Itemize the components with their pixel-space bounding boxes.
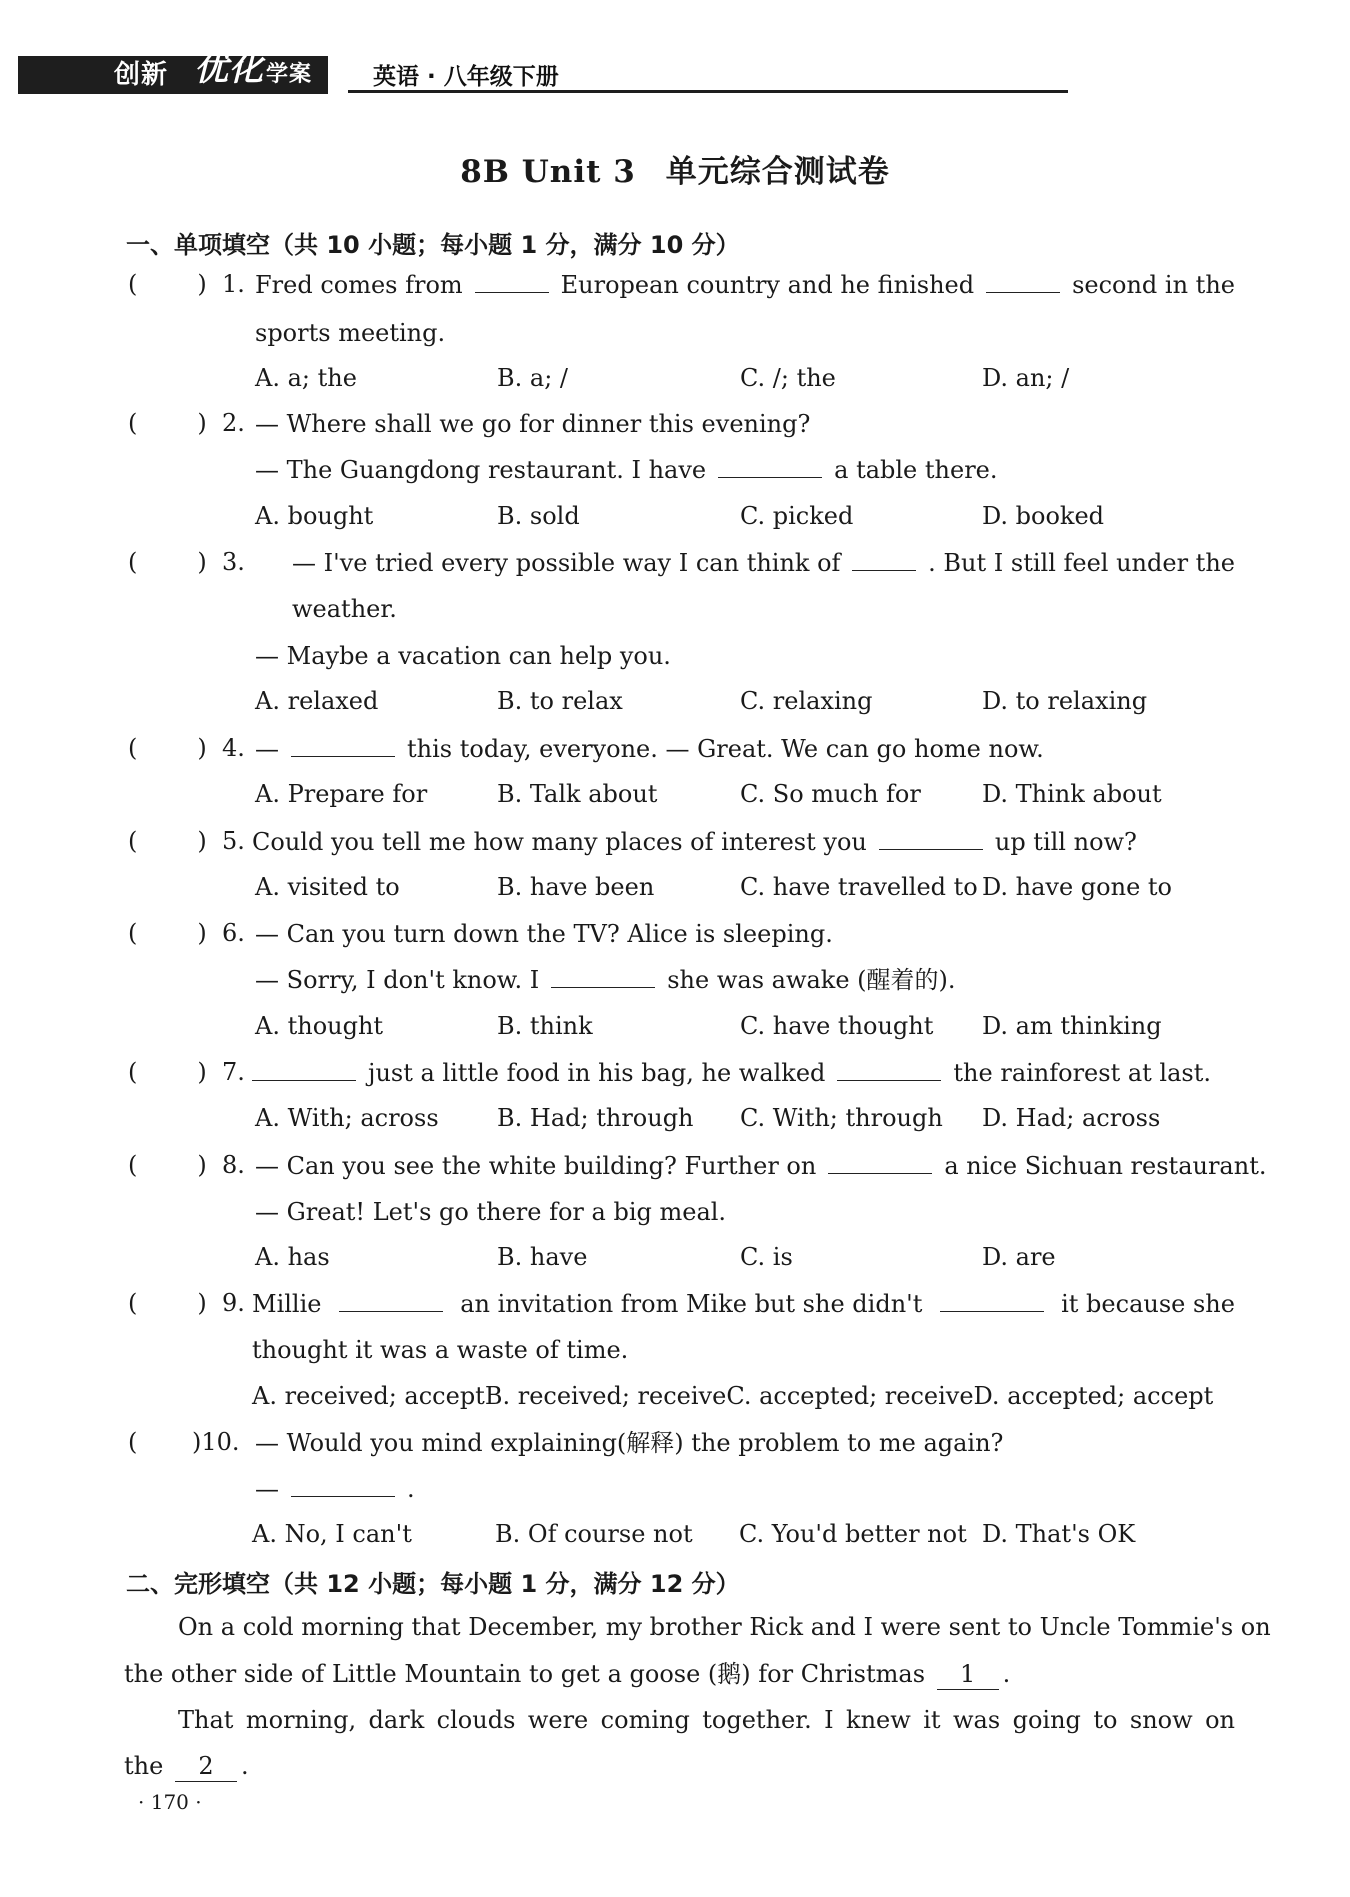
answer-paren: ( ) [128, 270, 207, 298]
question-9-line: Millie an invitation from Mike but she didn't it because she [252, 1290, 1235, 1318]
question-6-line: — Sorry, I don't know. I she was awake (醒着的). [255, 966, 956, 994]
answer-paren: ( ) [128, 734, 207, 762]
answer-paren: ( ) [128, 1151, 207, 1179]
option-c: C. So much for [740, 780, 921, 808]
passage-line: the other side of Little Mountain to get a goose (鹅) for Christmas 1 . [124, 1660, 1011, 1688]
page-number: · 170 · [138, 1790, 202, 1814]
option-d: D. to relaxing [982, 687, 1148, 715]
brand-logo [18, 49, 328, 94]
question-number: 7. [222, 1058, 245, 1086]
question-number: 8. [222, 1151, 245, 1179]
option-d: D. That's OK [982, 1520, 1136, 1548]
option-d: D. accepted; accept [973, 1382, 1214, 1410]
brand-left: 创新 [114, 60, 169, 90]
question-number: 4. [222, 734, 245, 762]
question-10-line: — . [255, 1475, 415, 1503]
option-a: A. thought [255, 1012, 384, 1040]
passage-line: That morning, dark clouds were coming together. I knew it was going to snow on [178, 1706, 1235, 1734]
question-3-line: — Maybe a vacation can help you. [255, 642, 671, 670]
option-a: A. bought [255, 502, 374, 530]
question-number: 1. [222, 270, 245, 298]
unit-label: 8B Unit 3 [460, 154, 636, 190]
option-b: B. a; / [497, 364, 569, 392]
section-1-title: 一、单项填空（共 10 小题；每小题 1 分，满分 10 分） [126, 231, 740, 259]
option-a: A. visited to [255, 873, 400, 901]
section-2-title: 二、完形填空（共 12 小题；每小题 1 分，满分 12 分） [126, 1570, 740, 1598]
option-b: B. Of course not [495, 1520, 693, 1548]
option-b: B. Talk about [497, 780, 658, 808]
option-d: D. Had; across [982, 1104, 1161, 1132]
cloze-blank: 1 [937, 1659, 999, 1690]
answer-paren: ( ) [128, 1058, 207, 1086]
passage-line: the 2 . [124, 1752, 249, 1780]
option-d: D. booked [982, 502, 1105, 530]
option-c: C. picked [740, 502, 854, 530]
answer-blank [852, 548, 916, 571]
question-2-line: — Where shall we go for dinner this evening? [255, 410, 811, 438]
option-d: D. an; / [982, 364, 1070, 392]
answer-blank [339, 1289, 443, 1312]
answer-blank [828, 1151, 932, 1174]
option-b: B. sold [497, 502, 580, 530]
brand-right: 学案 [266, 62, 313, 87]
question-number: 6. [222, 919, 245, 947]
question-6-line: — Can you turn down the TV? Alice is sleeping. [255, 920, 833, 948]
option-b: B. have [497, 1243, 588, 1271]
option-d: D. have gone to [982, 873, 1172, 901]
answer-paren: ( ) [128, 548, 207, 576]
question-9-cont: thought it was a waste of time. [252, 1336, 629, 1364]
cloze-blank: 2 [175, 1751, 237, 1782]
option-c: C. relaxing [740, 687, 873, 715]
subject-label: 英语 · 八年级下册 [373, 64, 559, 90]
answer-paren: ( ) [128, 409, 207, 437]
question-number: 3. [222, 548, 245, 576]
brand-mid: 优化 [194, 49, 264, 89]
question-3-cont: weather. [292, 595, 397, 623]
question-number: )10. [192, 1428, 240, 1456]
option-a: A. a; the [255, 364, 357, 392]
answer-paren: ( [128, 1428, 138, 1456]
option-c: C. You'd better not [739, 1520, 967, 1548]
option-a: A. received; accept [252, 1382, 485, 1410]
question-number: 2. [222, 409, 245, 437]
test-name: 单元综合测试卷 [665, 154, 890, 190]
answer-paren: ( ) [128, 1289, 207, 1317]
answer-blank [879, 827, 983, 850]
option-c: C. have travelled to [740, 873, 978, 901]
option-c: C. /; the [740, 364, 836, 392]
question-number: 9. [222, 1289, 245, 1317]
option-a: A. Prepare for [255, 780, 428, 808]
answer-blank [551, 965, 655, 988]
answer-blank [291, 1474, 395, 1497]
option-c: C. accepted; receive [726, 1382, 974, 1410]
option-c: C. have thought [740, 1012, 934, 1040]
option-a: A. With; across [255, 1104, 439, 1132]
option-a: A. No, I can't [252, 1520, 412, 1548]
option-d: D. am thinking [982, 1012, 1162, 1040]
question-3-line: — I've tried every possible way I can think of . But I still feel under the [292, 549, 1235, 577]
option-c: C. is [740, 1243, 793, 1271]
question-1-cont: sports meeting. [255, 319, 446, 347]
question-10-line: — Would you mind explaining(解释) the problem to me again? [255, 1429, 1004, 1457]
option-d: D. Think about [982, 780, 1162, 808]
answer-blank [252, 1058, 356, 1081]
option-b: B. to relax [497, 687, 623, 715]
answer-blank [940, 1289, 1044, 1312]
answer-blank [837, 1058, 941, 1081]
option-b: B. think [497, 1012, 593, 1040]
question-number: 5. [222, 827, 245, 855]
question-1-line: Fred comes from European country and he finished second in the [255, 271, 1235, 299]
question-8-line: — Can you see the white building? Further on a nice Sichuan restaurant. [255, 1152, 1267, 1180]
page-header [18, 49, 1330, 96]
question-7-line: just a little food in his bag, he walked the rainforest at last. [240, 1058, 1211, 1088]
answer-blank [718, 455, 822, 478]
option-b: B. received; receive [484, 1382, 727, 1410]
passage-line: On a cold morning that December, my brother Rick and I were sent to Uncle Tommie's on [178, 1613, 1271, 1641]
answer-paren: ( ) [128, 827, 207, 855]
option-b: B. have been [497, 873, 655, 901]
question-8-line: — Great! Let's go there for a big meal. [255, 1198, 727, 1226]
question-2-line: — The Guangdong restaurant. I have a table there. [255, 456, 998, 484]
option-d: D. are [982, 1243, 1056, 1271]
option-a: A. relaxed [255, 687, 379, 715]
question-4-line: — this today, everyone. — Great. We can go home now. [255, 735, 1044, 763]
answer-blank [986, 270, 1060, 293]
question-9-options [252, 1382, 1214, 1410]
option-a: A. has [255, 1243, 330, 1271]
answer-blank [291, 734, 395, 757]
page-title [0, 146, 1350, 191]
answer-blank [475, 270, 549, 293]
answer-paren: ( ) [128, 919, 207, 947]
header-rule [348, 90, 1068, 93]
question-5-line: Could you tell me how many places of interest you up till now? [252, 828, 1137, 856]
option-c: C. With; through [740, 1104, 943, 1132]
option-b: B. Had; through [497, 1104, 694, 1132]
